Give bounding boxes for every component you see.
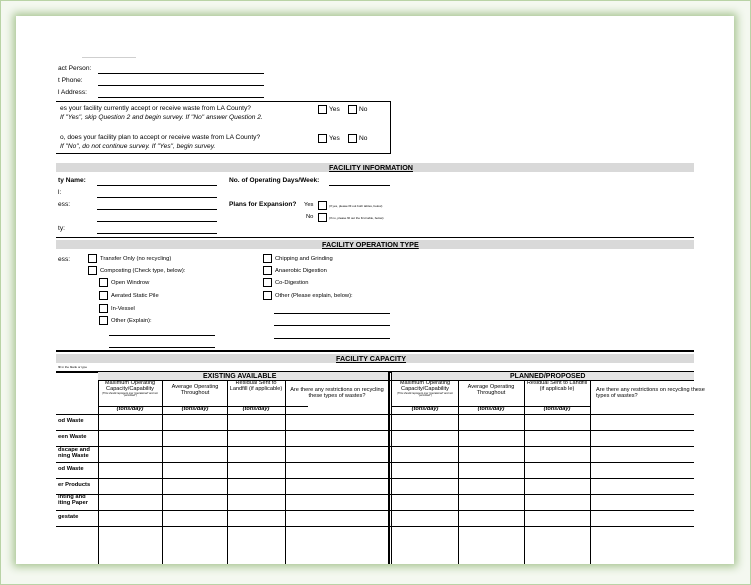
question-1-instruction: If "Yes", skip Question 2 and begin survey. If "No" answer Question 2. xyxy=(60,114,263,121)
col-line-2 xyxy=(162,380,163,564)
header-rule xyxy=(82,57,136,58)
chipping-grinding-label: Chipping and Grinding xyxy=(275,256,333,262)
planned-col-avg: Average Operating Throughout xyxy=(467,384,515,396)
operation-other-field-3[interactable] xyxy=(274,338,390,339)
existing-title: EXISTING AVAILABLE xyxy=(203,373,277,380)
composting-label: Composting (Check type, below): xyxy=(100,268,186,274)
question-2-yes-checkbox[interactable] xyxy=(318,134,327,143)
planned-unit-max: (tons/day) xyxy=(411,406,439,412)
transfer-only-checkbox[interactable] xyxy=(88,254,97,263)
facility-name-field[interactable] xyxy=(97,185,217,186)
operation-type-rule xyxy=(56,237,694,238)
question-2-yes-label: Yes xyxy=(329,135,340,142)
operation-type-title: FACILITY OPERATION TYPE xyxy=(322,240,419,249)
chipping-grinding-checkbox[interactable] xyxy=(263,254,272,263)
expansion-yes-note: (If yes, please fill out both tables, below) xyxy=(329,204,383,208)
survey-form xyxy=(16,16,734,564)
expansion-label: Plans for Expansion? xyxy=(229,201,297,208)
question-2-text: o, does your facility plan to accept or receive waste from LA County? xyxy=(60,134,261,141)
compost-other-label: Other (Explain): xyxy=(111,318,152,324)
existing-col-restrictions: Are there any restrictions on recycling these types of wastes? xyxy=(290,387,384,399)
facility-address-field[interactable] xyxy=(97,209,217,210)
row-label-food-waste: od Waste xyxy=(58,418,84,424)
expansion-no-note: (If no, please fill out the first table, below) xyxy=(329,216,384,220)
expansion-yes-label: Yes xyxy=(304,202,314,208)
row-line-7 xyxy=(56,526,694,527)
open-windrow-label: Open Windrow xyxy=(111,280,150,286)
planned-col-restrictions: Are there any restrictions on recycling these types of wastes? xyxy=(596,387,705,399)
contact-email-field[interactable] xyxy=(98,97,264,98)
question-2-instruction: If "No", do not continue survey. If "Yes", begin survey. xyxy=(60,143,216,150)
anaerobic-digestion-label: Anaerobic Digestion xyxy=(275,268,327,274)
col-line-3 xyxy=(227,380,228,564)
facility-address-label: ess: xyxy=(58,201,71,208)
col-line-5 xyxy=(458,380,459,564)
operation-other-label: Other (Please explain, below): xyxy=(275,293,353,299)
row-label-landscape-waste: dscape and ning Waste xyxy=(58,447,90,460)
expansion-yes-checkbox[interactable] xyxy=(318,201,327,210)
col-line-1 xyxy=(98,380,99,564)
facility-field-2-label: l: xyxy=(58,189,62,196)
row-line-1 xyxy=(56,430,694,431)
aerated-static-pile-label: Aerated Static Pile xyxy=(111,293,159,299)
co-digestion-label: Co-Digestion xyxy=(275,280,309,286)
operating-days-label: No. of Operating Days/Week: xyxy=(229,177,320,184)
capacity-note: fill in the blank or type xyxy=(58,365,88,369)
expansion-no-checkbox[interactable] xyxy=(318,213,327,222)
facility-field-2[interactable] xyxy=(97,197,217,198)
transfer-only-label: Transfer Only (no recycling) xyxy=(100,256,172,262)
question-2-no-checkbox[interactable] xyxy=(348,134,357,143)
contact-phone-label: t Phone: xyxy=(58,77,83,84)
operating-days-field[interactable] xyxy=(329,185,390,186)
operation-process-label: ess: xyxy=(58,256,71,263)
contact-email-label: l Address: xyxy=(58,89,87,96)
row-label-digestate: gestate xyxy=(58,514,79,520)
contact-person-label: act Person: xyxy=(58,65,92,72)
open-windrow-checkbox[interactable] xyxy=(99,278,108,287)
row-line-6 xyxy=(56,510,694,511)
existing-col-avg: Average Operating Throughout xyxy=(171,384,219,396)
col-line-7 xyxy=(590,380,591,564)
row-line-4 xyxy=(56,478,694,479)
existing-unit-max: (tons/day) xyxy=(116,406,144,412)
row-line-2 xyxy=(56,446,694,447)
row-label-wood-waste: od Waste xyxy=(58,466,84,472)
facility-city-label: ty: xyxy=(58,225,65,232)
facility-city-field[interactable] xyxy=(97,233,217,234)
row-label-printing-paper: inting and iting Paper xyxy=(58,494,88,507)
planned-unit-residual: (tons/day) xyxy=(543,406,571,412)
operation-other-field-1[interactable] xyxy=(274,313,390,314)
question-1-yes-checkbox[interactable] xyxy=(318,105,327,114)
row-line-3 xyxy=(56,462,694,463)
in-vessel-checkbox[interactable] xyxy=(99,304,108,313)
facility-name-label: ty Name: xyxy=(58,177,86,184)
existing-unit-avg: (tons/day) xyxy=(181,406,209,412)
compost-other-explain-field-2[interactable] xyxy=(109,347,215,348)
contact-person-field[interactable] xyxy=(98,73,264,74)
anaerobic-digestion-checkbox[interactable] xyxy=(263,266,272,275)
facility-address-field-2[interactable] xyxy=(97,221,217,222)
co-digestion-checkbox[interactable] xyxy=(263,278,272,287)
group-divider-1 xyxy=(388,372,390,564)
col-line-6 xyxy=(524,380,525,564)
existing-unit-residual: (tons/day) xyxy=(242,406,270,412)
compost-other-explain-field[interactable] xyxy=(109,335,215,336)
row-label-paper-products: er Products xyxy=(58,482,91,488)
question-1-no-label: No xyxy=(359,106,368,113)
aerated-static-pile-checkbox[interactable] xyxy=(99,291,108,300)
question-1-text: es your facility currently accept or receive waste from LA County? xyxy=(60,105,251,112)
existing-col-max: Maximum Operating Capacity/Capability (This should represent one "operational" and not "permitted") xyxy=(102,380,158,398)
question-1-no-checkbox[interactable] xyxy=(348,105,357,114)
existing-col-residual: Residual Sent to Landfill (if applicable) xyxy=(229,380,283,392)
row-label-green-waste: een Waste xyxy=(58,434,87,440)
planned-col-residual: Residual Sent to Landfill (if applicab le) xyxy=(526,380,588,392)
operation-other-field-2[interactable] xyxy=(274,325,390,326)
facility-info-title: FACILITY INFORMATION xyxy=(329,163,413,172)
planned-title: PLANNED/PROPOSED xyxy=(510,373,586,380)
composting-checkbox[interactable] xyxy=(88,266,97,275)
contact-phone-field[interactable] xyxy=(98,85,264,86)
col-line-4 xyxy=(285,380,286,564)
planned-col-max: Maximum Operating Capacity/Capability (This should represent one "operational" and not "permitted") xyxy=(397,380,453,398)
capacity-title: FACILITY CAPACITY xyxy=(336,354,407,363)
row-line-5 xyxy=(56,494,694,495)
capacity-rule xyxy=(56,350,694,352)
question-1-yes-label: Yes xyxy=(329,106,340,113)
question-2-no-label: No xyxy=(359,135,368,142)
expansion-no-label: No xyxy=(306,214,314,220)
operation-other-checkbox[interactable] xyxy=(263,291,272,300)
planned-unit-avg: (tons/day) xyxy=(477,406,505,412)
group-divider-2 xyxy=(391,372,392,564)
compost-other-checkbox[interactable] xyxy=(99,316,108,325)
row-line-0 xyxy=(56,414,694,415)
in-vessel-label: In-Vessel xyxy=(111,306,135,312)
